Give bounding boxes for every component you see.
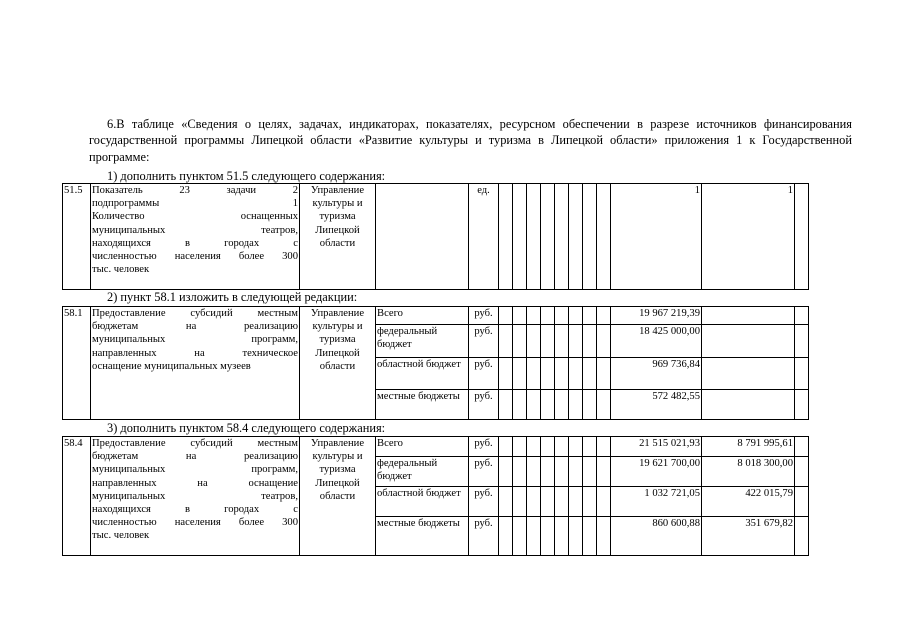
empty-cell — [541, 325, 555, 358]
empty-cell — [513, 487, 527, 517]
empty-cell — [527, 457, 541, 487]
row-number: 58.4 — [63, 437, 91, 556]
value-cell: 572 482,55 — [611, 390, 702, 420]
empty-cell — [597, 390, 611, 420]
empty-cell — [527, 487, 541, 517]
empty-cell — [513, 390, 527, 420]
unit-cell: руб. — [469, 517, 499, 556]
cell-line: муниципальных программ, — [92, 334, 298, 346]
empty-cell — [513, 325, 527, 358]
executor-cell — [300, 437, 376, 556]
cell-line: культуры и — [312, 451, 363, 463]
cell-line: муниципальных театров, — [92, 490, 298, 502]
value-cell — [702, 390, 795, 420]
table-58-4 — [62, 436, 809, 556]
cell-line: подпрограммы 1 — [92, 198, 298, 210]
empty-cell — [499, 437, 513, 457]
empty-cell — [569, 517, 583, 556]
subheading-3: 3) дополнить пунктом 58.4 следующего содержания: — [107, 421, 386, 435]
empty-cell — [513, 184, 527, 290]
cell-line: находящихся в городах с — [92, 237, 298, 249]
empty-cell — [795, 457, 809, 487]
value-cell: 1 032 721,05 — [611, 487, 702, 517]
value-cell: 1 — [611, 184, 702, 290]
cell-line: туризма — [319, 211, 356, 223]
cell-line: Управление — [310, 308, 365, 319]
empty-cell — [527, 358, 541, 390]
empty-cell — [499, 390, 513, 420]
cell-line: культуры и — [312, 198, 363, 210]
empty-cell — [583, 437, 597, 457]
empty-cell — [795, 517, 809, 556]
cell-line: области — [319, 360, 356, 372]
unit-cell: руб. — [469, 437, 499, 457]
source-cell — [376, 184, 469, 290]
cell-line: Предоставление субсидий местным — [92, 308, 298, 319]
empty-cell — [555, 517, 569, 556]
empty-cell — [569, 457, 583, 487]
value-cell: 19 621 700,00 — [611, 457, 702, 487]
cell-line: численностью населения более 300 — [92, 517, 298, 529]
cell-line: туризма — [319, 334, 356, 346]
empty-cell — [569, 184, 583, 290]
cell-line: Предоставление субсидий местным — [92, 438, 298, 449]
cell-line: Липецкой — [315, 347, 360, 359]
empty-cell — [527, 307, 541, 325]
empty-cell — [499, 487, 513, 517]
empty-cell — [569, 358, 583, 390]
value-cell: 351 679,82 — [702, 517, 795, 556]
empty-cell — [499, 307, 513, 325]
cell-line: тыс. человек — [92, 530, 150, 542]
empty-cell — [597, 184, 611, 290]
empty-cell — [597, 325, 611, 358]
empty-cell — [555, 358, 569, 390]
empty-cell — [795, 358, 809, 390]
intro-number: 6. — [107, 117, 117, 131]
empty-cell — [597, 358, 611, 390]
empty-cell — [513, 358, 527, 390]
value-cell: 8 018 300,00 — [702, 457, 795, 487]
empty-cell — [583, 390, 597, 420]
empty-cell — [541, 390, 555, 420]
empty-cell — [499, 184, 513, 290]
empty-cell — [527, 517, 541, 556]
empty-cell — [541, 184, 555, 290]
empty-cell — [555, 390, 569, 420]
value-cell — [702, 358, 795, 390]
source-cell: областной бюджет — [376, 487, 469, 517]
empty-cell — [513, 457, 527, 487]
source-cell: местные бюджеты — [376, 517, 469, 556]
value-cell: 8 791 995,61 — [702, 437, 795, 457]
empty-cell — [555, 457, 569, 487]
empty-cell — [569, 307, 583, 325]
source-cell: Всего — [376, 307, 469, 325]
row-number: 58.1 — [63, 307, 91, 420]
empty-cell — [513, 437, 527, 457]
cell-line: Управление — [310, 185, 365, 196]
indicator-name-cell — [91, 184, 300, 290]
source-cell: Всего — [376, 437, 469, 457]
cell-line: туризма — [319, 464, 356, 476]
indicator-name-cell — [91, 307, 300, 420]
value-cell: 21 515 021,93 — [611, 437, 702, 457]
unit-cell: руб. — [469, 325, 499, 358]
empty-cell — [597, 307, 611, 325]
empty-cell — [555, 325, 569, 358]
cell-line: Управление — [310, 438, 365, 449]
unit-cell: руб. — [469, 307, 499, 325]
empty-cell — [527, 325, 541, 358]
cell-line: культуры и — [312, 321, 363, 333]
empty-cell — [541, 457, 555, 487]
empty-cell — [583, 487, 597, 517]
table-row — [63, 437, 809, 457]
cell-line: Количество оснащенных — [92, 211, 298, 223]
value-cell: 1 — [702, 184, 795, 290]
empty-cell — [541, 437, 555, 457]
empty-cell — [541, 517, 555, 556]
cell-line: муниципальных театров, — [92, 224, 298, 236]
empty-cell — [527, 184, 541, 290]
source-cell: федеральный бюджет — [376, 457, 469, 487]
empty-cell — [499, 457, 513, 487]
empty-cell — [555, 437, 569, 457]
empty-cell — [569, 390, 583, 420]
table-58-1 — [62, 306, 809, 420]
empty-cell — [499, 517, 513, 556]
cell-line: бюджетам на реализацию — [92, 321, 298, 333]
empty-cell — [541, 487, 555, 517]
cell-line: направленных на оснащение — [92, 477, 298, 489]
cell-line: муниципальных программ, — [92, 464, 298, 476]
value-cell: 969 736,84 — [611, 358, 702, 390]
empty-cell — [555, 307, 569, 325]
value-cell: 18 425 000,00 — [611, 325, 702, 358]
empty-cell — [795, 307, 809, 325]
empty-cell — [597, 437, 611, 457]
cell-line: Липецкой — [315, 477, 360, 489]
value-cell: 860 600,88 — [611, 517, 702, 556]
empty-cell — [597, 517, 611, 556]
unit-cell: руб. — [469, 358, 499, 390]
table-row — [63, 184, 809, 290]
cell-line: области — [319, 490, 356, 502]
subheading-1: 1) дополнить пунктом 51.5 следующего содержания: — [107, 169, 386, 183]
empty-cell — [795, 390, 809, 420]
unit-cell: ед. — [469, 184, 499, 290]
empty-cell — [795, 487, 809, 517]
empty-cell — [583, 517, 597, 556]
executor-cell — [300, 184, 376, 290]
unit-cell: руб. — [469, 390, 499, 420]
empty-cell — [527, 390, 541, 420]
empty-cell — [527, 437, 541, 457]
empty-cell — [555, 184, 569, 290]
value-cell — [702, 325, 795, 358]
source-cell: местные бюджеты — [376, 390, 469, 420]
intro-paragraph — [89, 116, 852, 165]
empty-cell — [513, 307, 527, 325]
source-cell: областной бюджет — [376, 358, 469, 390]
empty-cell — [569, 437, 583, 457]
empty-cell — [555, 487, 569, 517]
subheading-2: 2) пункт 58.1 изложить в следующей редакции: — [107, 290, 358, 304]
empty-cell — [499, 325, 513, 358]
empty-cell — [795, 325, 809, 358]
empty-cell — [569, 487, 583, 517]
cell-line: оснащение муниципальных музеев — [92, 360, 251, 372]
cell-line: находящихся в городах с — [92, 504, 298, 516]
cell-line: Показатель 23 задачи 2 — [92, 185, 298, 196]
cell-line: направленных на техническое — [92, 347, 298, 359]
empty-cell — [795, 184, 809, 290]
empty-cell — [583, 358, 597, 390]
empty-cell — [583, 325, 597, 358]
empty-cell — [583, 457, 597, 487]
cell-line: области — [319, 237, 356, 249]
value-cell: 19 967 219,39 — [611, 307, 702, 325]
empty-cell — [795, 437, 809, 457]
empty-cell — [583, 307, 597, 325]
unit-cell: руб. — [469, 457, 499, 487]
cell-line: тыс. человек — [92, 264, 150, 276]
indicator-name-cell — [91, 437, 300, 556]
row-number: 51.5 — [63, 184, 91, 290]
executor-cell — [300, 307, 376, 420]
empty-cell — [597, 457, 611, 487]
cell-line: Липецкой — [315, 224, 360, 236]
source-cell: федеральный бюджет — [376, 325, 469, 358]
empty-cell — [583, 184, 597, 290]
empty-cell — [541, 358, 555, 390]
empty-cell — [597, 487, 611, 517]
value-cell — [702, 307, 795, 325]
cell-line: бюджетам на реализацию — [92, 451, 298, 463]
empty-cell — [569, 325, 583, 358]
table-row — [63, 307, 809, 325]
unit-cell: руб. — [469, 487, 499, 517]
table-51-5 — [62, 183, 809, 290]
value-cell: 422 015,79 — [702, 487, 795, 517]
intro-text: В таблице «Сведения о целях, задачах, индикаторах, показателях, ресурсном обеспечении в разрезе источников финансирования государственной программы Липецкой области «Развитие культуры и туризма в Липецкой области» приложения 1 к Государственной программе: — [89, 117, 852, 164]
empty-cell — [541, 307, 555, 325]
empty-cell — [513, 517, 527, 556]
cell-line: численностью населения более 300 — [92, 251, 298, 263]
empty-cell — [499, 358, 513, 390]
